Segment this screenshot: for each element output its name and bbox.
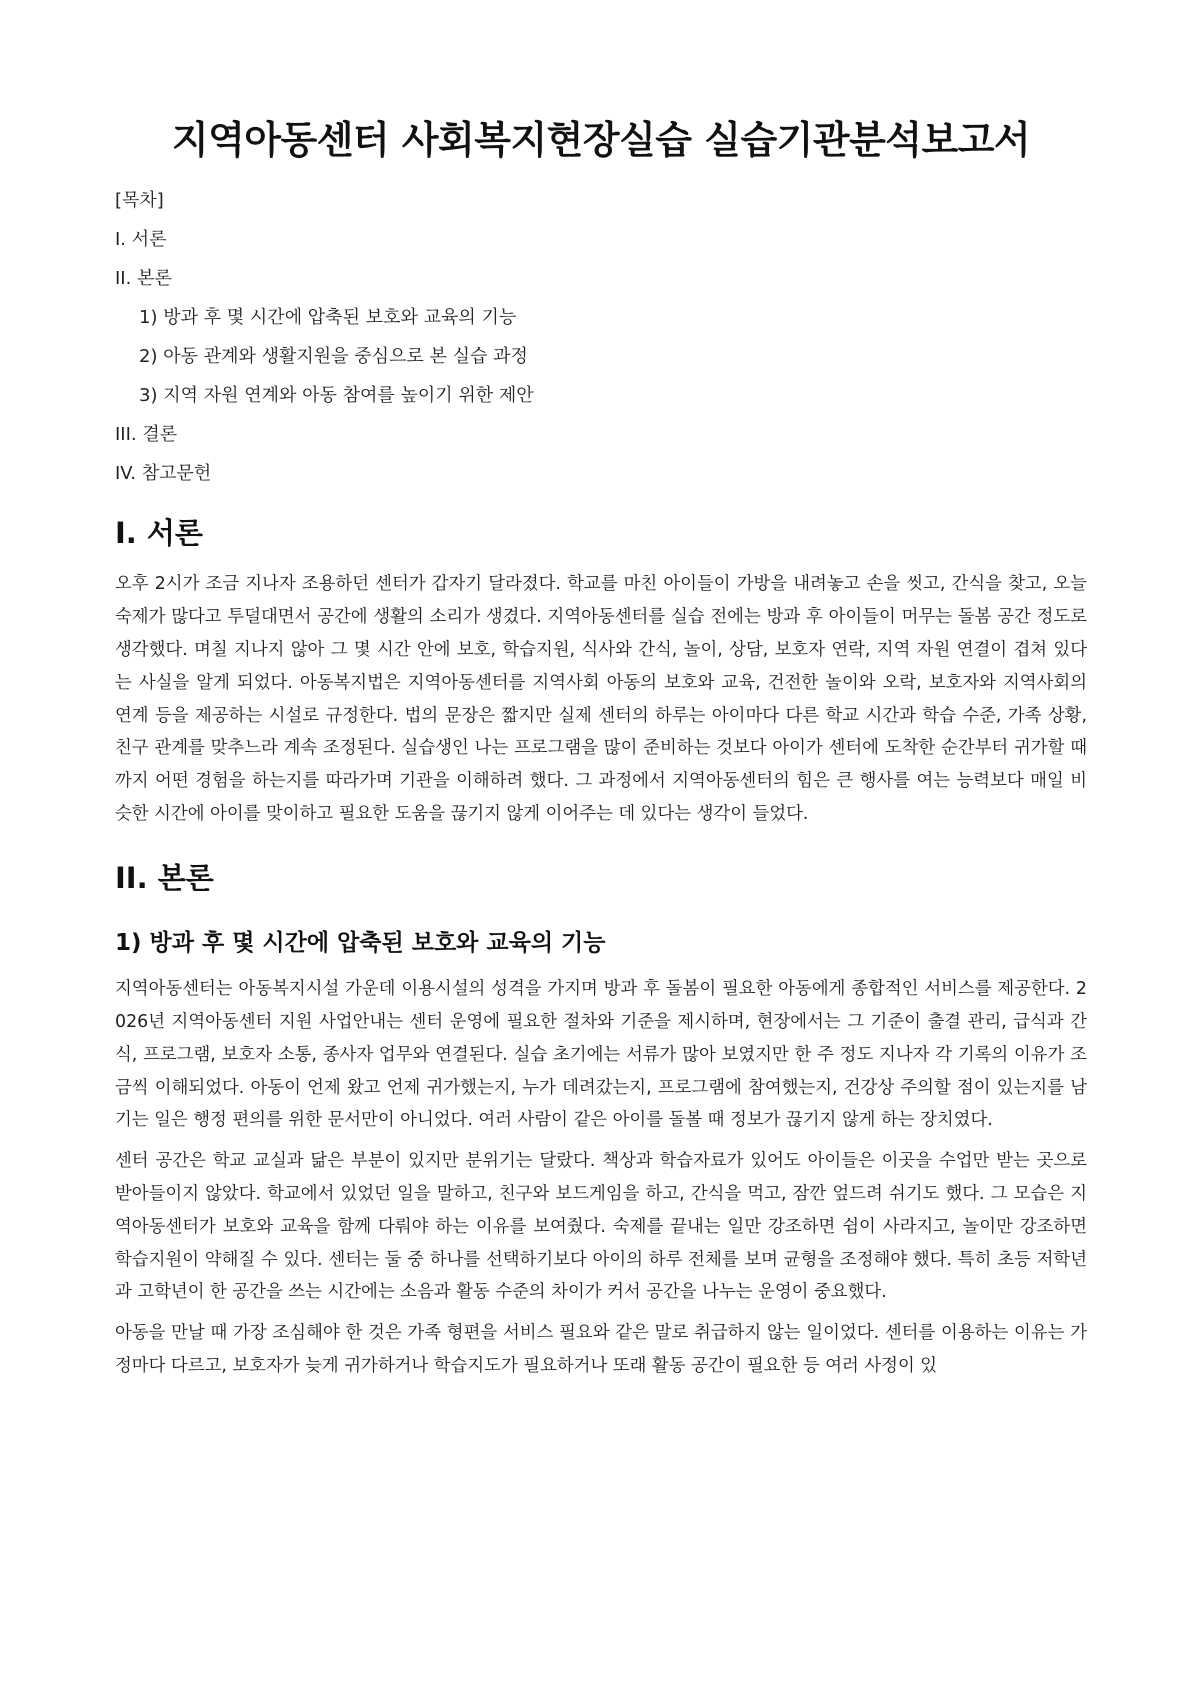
toc-item-body-sub1: 1) 방과 후 몇 시간에 압축된 보호와 교육의 기능 — [139, 306, 517, 328]
toc-item-intro: I. 서론 — [115, 228, 167, 250]
toc-heading: [목차] — [115, 189, 164, 211]
body-paragraph: 아동을 만날 때 가장 조심해야 한 것은 가족 형편을 서비스 필요와 같은 말로 취급하지 않는 일이었다. 센터를 이용하는 이유는 가정마다 다르고, 보호자가 늦게 귀가하거나 학습지도가 필요하거나 또래 활동 공간이 필요한 등 여러 사정이 있 — [115, 1323, 1087, 1376]
section-body — [115, 861, 1087, 896]
section-heading-body: II. 본론 — [115, 860, 214, 895]
toc-item-conclusion: III. 결론 — [115, 423, 178, 445]
toc-item-body: II. 본론 — [115, 267, 172, 289]
body-paragraph: 센터 공간은 학교 교실과 닮은 부분이 있지만 분위기는 달랐다. 책상과 학습자료가 있어도 아이들은 이곳을 수업만 받는 곳으로 받아들이지 않았다. 학교에서 있었던 일을 말하고, 친구와 보드게임을 하고, 간식을 먹고, 잠깐 엎드려 쉬기도 했다. 그 모습은 지역아동센터가 보호와 교육을 함께 다뤄야 하는 이유를 보여줬다. 숙제를 끝내는 일만 강조하면 쉼이 사라지고, 놀이만 강조하면 학습지원이 약해질 수 있다. 센터는 둘 중 하나를 선택하기보다 아이의 하루 전체를 보며 균형을 조정해야 했다. 특히 초등 저학년과 고학년이 한 공간을 쓰는 시간에는 소음과 활동 수준의 차이가 커서 공간을 나누는 운영이 중요했다. — [115, 1151, 1087, 1303]
toc-item-references: IV. 참고문헌 — [115, 462, 212, 484]
section-introduction — [115, 516, 1087, 831]
subsection-heading-1: 1) 방과 후 몇 시간에 압축된 보호와 교육의 기능 — [115, 929, 606, 956]
document-title: 지역아동센터 사회복지현장실습 실습기관분석보고서 — [171, 118, 1031, 162]
toc-item-body-sub3: 3) 지역 자원 연계와 아동 참여를 높이기 위한 제안 — [139, 384, 534, 406]
introduction-paragraph: 오후 2시가 조금 지나자 조용하던 센터가 갑자기 달라졌다. 학교를 마친 아이들이 가방을 내려놓고 손을 씻고, 간식을 찾고, 오늘 숙제가 많다고 투덜대면서 공간에 생활의 소리가 생겼다. 지역아동센터를 실습 전에는 방과 후 아이들이 머무는 돌봄 공간 정도로 생각했다. 며칠 지나지 않아 그 몇 시간 안에 보호, 학습지원, 식사와 간식, 놀이, 상담, 보호자 연락, 지역 자원 연결이 겹쳐 있다는 사실을 알게 되었다. 아동복지법은 지역아동센터를 지역사회 아동의 보호와 교육, 건전한 놀이와 오락, 보호자와 지역사회의 연계 등을 제공하는 시설로 규정한다. 법의 문장은 짧지만 실제 센터의 하루는 아이마다 다른 학교 시간과 학습 수준, 가족 상황, 친구 관계를 맞추느라 계속 조정된다. 실습생인 나는 프로그램을 많이 준비하는 것보다 아이가 센터에 도착한 순간부터 귀가할 때까지 어떤 경험을 하는지를 따라가며 기관을 이해하려 했다. 그 과정에서 지역아동센터의 힘은 큰 행사를 여는 능력보다 매일 비슷한 시간에 아이를 맞이하고 필요한 도움을 끊기지 않게 이어주는 데 있다는 생각이 들었다. — [115, 574, 1087, 824]
table-of-contents — [115, 188, 1087, 486]
subsection-body-1 — [115, 930, 1087, 1383]
body-paragraph: 지역아동센터는 아동복지시설 가운데 이용시설의 성격을 가지며 방과 후 돌봄이 필요한 아동에게 종합적인 서비스를 제공한다. 2026년 지역아동센터 지원 사업안내는 센터 운영에 필요한 절차와 기준을 제시하며, 현장에서는 그 기준이 출결 관리, 급식과 간식, 프로그램, 보호자 소통, 종사자 업무와 연결된다. 실습 초기에는 서류가 많아 보였지만 한 주 정도 지나자 각 기록의 이유가 조금씩 이해되었다. 아동이 언제 왔고 언제 귀가했는지, 누가 데려갔는지, 프로그램에 참여했는지, 건강상 주의할 점이 있는지를 남기는 일은 행정 편의를 위한 문서만이 아니었다. 여러 사람이 같은 아이를 돌볼 때 정보가 끊기지 않게 하는 장치였다. — [115, 979, 1087, 1131]
section-heading-introduction: I. 서론 — [115, 515, 203, 550]
toc-item-body-sub2: 2) 아동 관계와 생활지원을 중심으로 본 실습 과정 — [139, 345, 528, 367]
